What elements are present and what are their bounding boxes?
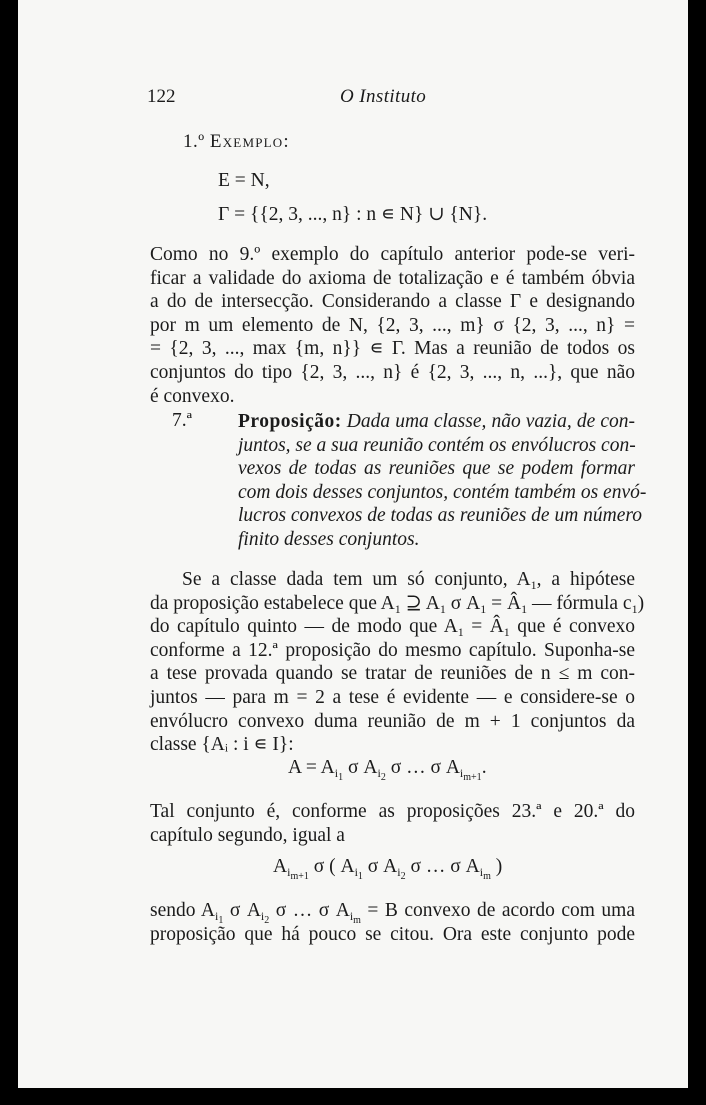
text-line: juntos — para m = 2 a tese é evidente — e considere-se o [150,686,635,708]
text-line: ficar a validade do axioma de totalização e é também óbvia [150,267,635,289]
text-line: proposição que há pouco se citou. Ora este conjunto pode [150,923,635,945]
text-line: envólucro convexo duma reunião de m + 1 conjuntos da [150,710,635,732]
text-line: do capítulo quinto — de modo que $A_1$ = $Â_1$ que é convexo [150,616,636,640]
paragraph-1 [150,243,635,408]
text-line: Tal conjunto é, conforme as proposições 23.ª e 20.ª do [150,801,635,822]
text-line: juntos, se a sua reunião contém os envólucros con- [238,434,636,456]
text-line: lucros convexos de todas as reuniões de um número [238,505,643,527]
paragraph-2 [150,568,645,757]
text-line: por m um elemento de N, {2, 3, ..., m} σ {2, 3, ..., n} = [150,314,635,336]
example-label: Exemplo: [209,131,290,152]
text-line: a do de intersecção. Considerando a classe Γ e designando [150,291,635,313]
text-line: sendo $A_{i_1}$ σ $A_{i_2}$ σ … σ $A_{i_m} = B$ convexo de acordo com uma [150,900,635,926]
paragraph-3 [150,800,635,847]
equation-union-a: $A = A_{i_1}$ σ $A_{i_2}$ σ … σ $A_{i_{m+1}}$. [288,757,487,783]
text-line: = {2, 3, ..., max {m, n}} ∊ Γ. Mas a reunião de todos os [150,338,635,360]
proposition-heading [172,410,192,432]
proposition-label: Proposição: [238,411,342,432]
example-ordinal: 1.º [183,131,205,152]
proposition-statement [238,410,647,552]
example-heading [183,131,290,153]
equation-e: E = N, [218,170,270,191]
text-line: capítulo segundo, igual a [150,824,345,846]
text-line: Se a classe dada tem um só conjunto, $A_1$, a hipótese [182,569,636,592]
text-line: a tese provada quando se tratar de reuniões de n ≤ m con- [150,663,635,685]
equation-hull-expression: $A_{i_{m+1}}$ σ ( $A_{i_1}$ σ $A_{i_2}$ σ … σ $A_{i_m}$ ) [273,856,503,882]
text-line: vexos de todas as reuniões que se podem formar [238,458,635,480]
equation-gamma: Γ = {{2, 3, ..., n} : n ∊ N} ∪ {N}. [218,204,488,225]
book-page [18,0,688,1088]
text-line: Dada uma classe, não vazia, de con- [346,411,635,432]
text-line: classe {Aᵢ : i ∊ I}: [150,734,294,756]
text-line: da proposição estabelece que $A_1$ ⊇ $A_1$ σ $A_1$ = $Â_1$ — fórmula $c_1$) [150,592,645,616]
text-line [238,410,635,434]
proposition-number: 7.ª [172,410,193,431]
paragraph-4 [150,899,635,946]
text-line: conjuntos do tipo {2, 3, ..., n} é {2, 3, ..., n, ...}, que não [150,361,635,383]
text-line: é convexo. [150,385,235,407]
text-line: finito desses conjuntos. [238,528,420,550]
text-line: Como no 9.º exemplo do capítulo anterior pode-se veri- [150,244,635,265]
running-head: O Instituto [340,86,427,107]
text-line: conforme a 12.ª proposição do mesmo capítulo. Suponha-se [150,639,635,661]
text-line: com dois desses conjuntos, contém também os envó- [238,481,647,503]
page-number: 122 [147,86,176,107]
